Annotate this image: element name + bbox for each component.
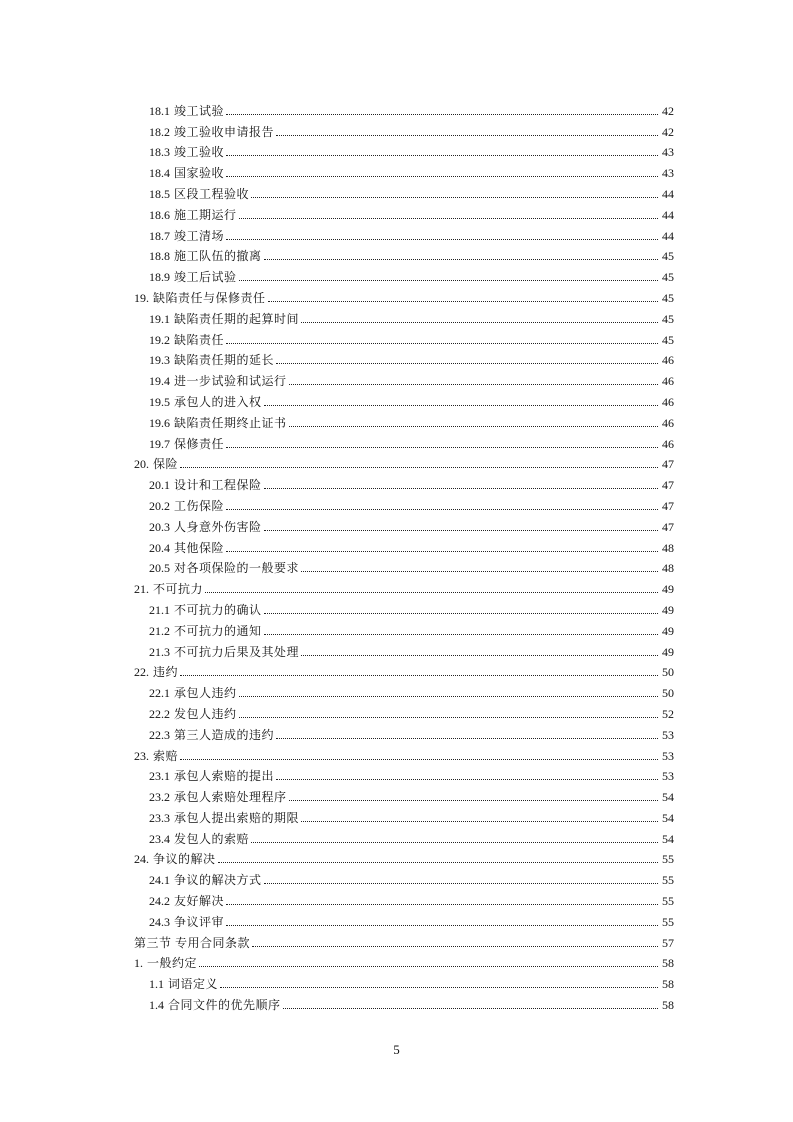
toc-entry-title: 施工队伍的撤离 bbox=[174, 249, 262, 264]
toc-entry-page: 58 bbox=[662, 956, 674, 971]
toc-entry-number: 22. bbox=[134, 665, 149, 680]
toc-entry-number: 21.1 bbox=[149, 602, 170, 617]
dot-leader bbox=[226, 155, 658, 156]
toc-entry-page: 43 bbox=[662, 166, 674, 181]
toc-entry-title: 违约 bbox=[153, 665, 179, 680]
toc-entry-title: 不可抗力的通知 bbox=[174, 623, 262, 638]
toc-entry-title: 不可抗力后果及其处理 bbox=[174, 644, 300, 659]
toc-entry-page: 47 bbox=[662, 519, 674, 534]
dot-leader bbox=[239, 696, 658, 697]
toc-entry-page: 47 bbox=[662, 457, 674, 472]
toc-entry-page: 57 bbox=[662, 935, 674, 950]
toc-entry-title: 缺陷责任期的起算时间 bbox=[174, 311, 300, 326]
dot-leader bbox=[226, 114, 658, 115]
toc-entry-page: 53 bbox=[662, 748, 674, 763]
dot-leader bbox=[239, 280, 658, 281]
toc-entry[interactable] bbox=[134, 492, 674, 513]
toc-entry-title: 人身意外伤害险 bbox=[174, 519, 262, 534]
toc-entry-page: 58 bbox=[662, 998, 674, 1013]
toc-entry-page: 58 bbox=[662, 977, 674, 992]
toc-entry-title: 竣工试验 bbox=[174, 103, 225, 118]
dot-leader bbox=[226, 925, 658, 926]
toc-entry-title: 缺陷责任与保修责任 bbox=[153, 290, 266, 305]
toc-entry[interactable] bbox=[134, 783, 674, 804]
toc-entry-title: 保险 bbox=[153, 457, 179, 472]
toc-entry-number: 18.5 bbox=[149, 186, 170, 201]
toc-entry-number: 18.2 bbox=[149, 124, 170, 139]
toc-entry-title: 缺陷责任期的延长 bbox=[174, 353, 275, 368]
dot-leader bbox=[226, 447, 658, 448]
toc-entry-page: 54 bbox=[662, 831, 674, 846]
toc-entry[interactable] bbox=[134, 159, 674, 180]
toc-entry-title: 合同文件的优先顺序 bbox=[168, 998, 281, 1013]
toc-entry-page: 54 bbox=[662, 790, 674, 805]
dot-leader bbox=[301, 821, 658, 822]
toc-entry[interactable] bbox=[134, 118, 674, 139]
toc-entry-page: 55 bbox=[662, 852, 674, 867]
toc-entry[interactable] bbox=[134, 991, 674, 1012]
toc-entry-number: 19.3 bbox=[149, 353, 170, 368]
toc-entry[interactable] bbox=[134, 700, 674, 721]
dot-leader bbox=[276, 738, 658, 739]
toc-entry[interactable] bbox=[134, 721, 674, 742]
toc-entry-page: 48 bbox=[662, 561, 674, 576]
dot-leader bbox=[289, 800, 658, 801]
toc-entry-title: 索赔 bbox=[153, 748, 179, 763]
toc-entry[interactable] bbox=[134, 367, 674, 388]
dot-leader bbox=[301, 655, 658, 656]
toc-entry-title: 区段工程验收 bbox=[174, 186, 250, 201]
toc-entry-number: 23.3 bbox=[149, 810, 170, 825]
dot-leader bbox=[226, 509, 658, 510]
dot-leader bbox=[239, 218, 658, 219]
dot-leader bbox=[289, 426, 658, 427]
toc-entry[interactable] bbox=[134, 347, 674, 368]
dot-leader bbox=[301, 322, 658, 323]
toc-entry[interactable] bbox=[134, 575, 674, 596]
toc-entry[interactable] bbox=[134, 139, 674, 160]
dot-leader bbox=[264, 613, 658, 614]
toc-entry-title: 竣工后试验 bbox=[174, 270, 237, 285]
toc-entry[interactable] bbox=[134, 409, 674, 430]
toc-entry-page: 49 bbox=[662, 623, 674, 638]
dot-leader bbox=[289, 384, 658, 385]
toc-entry-page: 42 bbox=[662, 103, 674, 118]
toc-entry-page: 46 bbox=[662, 374, 674, 389]
dot-leader bbox=[283, 1008, 658, 1009]
dot-leader bbox=[226, 239, 658, 240]
toc-entry[interactable] bbox=[134, 825, 674, 846]
dot-leader bbox=[239, 717, 658, 718]
dot-leader bbox=[226, 904, 658, 905]
toc-entry-page: 49 bbox=[662, 602, 674, 617]
toc-entry-page: 46 bbox=[662, 353, 674, 368]
toc-entry[interactable] bbox=[134, 430, 674, 451]
toc-entry[interactable] bbox=[134, 243, 674, 264]
toc-entry-page: 46 bbox=[662, 415, 674, 430]
toc-entry-number: 24. bbox=[134, 852, 149, 867]
toc-entry-number: 18.7 bbox=[149, 228, 170, 243]
toc-entry[interactable] bbox=[134, 742, 674, 763]
toc-entry-page: 49 bbox=[662, 644, 674, 659]
toc-entry[interactable] bbox=[134, 97, 674, 118]
toc-entry[interactable] bbox=[134, 326, 674, 347]
toc-entry-page: 54 bbox=[662, 810, 674, 825]
toc-entry[interactable] bbox=[134, 388, 674, 409]
toc-entry-number: 1.1 bbox=[149, 977, 164, 992]
toc-entry-number: 23.4 bbox=[149, 831, 170, 846]
toc-entry[interactable] bbox=[134, 804, 674, 825]
toc-entry-number: 20.3 bbox=[149, 519, 170, 534]
toc-entry[interactable] bbox=[134, 201, 674, 222]
toc-entry-title: 发包人违约 bbox=[174, 706, 237, 721]
dot-leader bbox=[180, 675, 658, 676]
toc-entry-number: 22.2 bbox=[149, 706, 170, 721]
toc-entry-number: 23. bbox=[134, 748, 149, 763]
toc-entry[interactable] bbox=[134, 534, 674, 555]
toc-entry-number: 1.4 bbox=[149, 998, 164, 1013]
table-of-contents bbox=[134, 97, 674, 1012]
toc-entry-title: 不可抗力的确认 bbox=[174, 602, 262, 617]
dot-leader bbox=[264, 883, 658, 884]
toc-entry-title: 词语定义 bbox=[168, 977, 219, 992]
toc-entry-number: 23.1 bbox=[149, 769, 170, 784]
dot-leader bbox=[251, 197, 658, 198]
toc-entry-title: 争议的解决方式 bbox=[174, 873, 262, 888]
toc-entry-page: 50 bbox=[662, 686, 674, 701]
toc-entry-number: 1. bbox=[134, 956, 143, 971]
toc-entry[interactable] bbox=[134, 180, 674, 201]
toc-entry-number: 20.1 bbox=[149, 478, 170, 493]
toc-entry-page: 44 bbox=[662, 186, 674, 201]
toc-entry-title: 其他保险 bbox=[174, 540, 225, 555]
toc-entry-page: 49 bbox=[662, 582, 674, 597]
toc-entry[interactable] bbox=[134, 679, 674, 700]
toc-entry-number: 18.8 bbox=[149, 249, 170, 264]
toc-entry-page: 45 bbox=[662, 290, 674, 305]
toc-entry[interactable] bbox=[134, 451, 674, 472]
toc-entry-page: 44 bbox=[662, 207, 674, 222]
toc-entry[interactable] bbox=[134, 284, 674, 305]
toc-entry-page: 55 bbox=[662, 894, 674, 909]
toc-entry-number: 22.1 bbox=[149, 686, 170, 701]
toc-entry[interactable] bbox=[134, 929, 674, 950]
toc-entry-title: 承包人索赔的提出 bbox=[174, 769, 275, 784]
toc-entry-number: 21.3 bbox=[149, 644, 170, 659]
toc-entry-number: 18.4 bbox=[149, 166, 170, 181]
toc-entry-title: 施工期运行 bbox=[174, 207, 237, 222]
toc-entry-title: 争议的解决 bbox=[153, 852, 216, 867]
toc-entry-title: 对各项保险的一般要求 bbox=[174, 561, 300, 576]
toc-entry-number: 20.4 bbox=[149, 540, 170, 555]
toc-entry-number: 21. bbox=[134, 582, 149, 597]
toc-entry-title: 缺陷责任期终止证书 bbox=[174, 415, 287, 430]
toc-entry-page: 53 bbox=[662, 727, 674, 742]
toc-entry-page: 47 bbox=[662, 498, 674, 513]
toc-entry-number: 20.2 bbox=[149, 498, 170, 513]
toc-entry-title: 不可抗力 bbox=[153, 582, 204, 597]
dot-leader bbox=[251, 842, 658, 843]
toc-entry-number: 20.5 bbox=[149, 561, 170, 576]
toc-entry-number: 19.4 bbox=[149, 374, 170, 389]
dot-leader bbox=[205, 592, 658, 593]
toc-entry-page: 47 bbox=[662, 478, 674, 493]
toc-entry-page: 55 bbox=[662, 873, 674, 888]
dot-leader bbox=[226, 176, 658, 177]
toc-entry[interactable] bbox=[134, 846, 674, 867]
toc-entry[interactable] bbox=[134, 222, 674, 243]
dot-leader bbox=[180, 759, 658, 760]
toc-entry-title: 承包人违约 bbox=[174, 686, 237, 701]
toc-entry[interactable] bbox=[134, 887, 674, 908]
dot-leader bbox=[264, 405, 658, 406]
toc-entry-number: 19.7 bbox=[149, 436, 170, 451]
toc-entry[interactable] bbox=[134, 263, 674, 284]
dot-leader bbox=[276, 779, 658, 780]
toc-entry[interactable] bbox=[134, 866, 674, 887]
toc-entry[interactable] bbox=[134, 305, 674, 326]
toc-entry[interactable] bbox=[134, 950, 674, 971]
dot-leader bbox=[301, 571, 658, 572]
toc-entry[interactable] bbox=[134, 617, 674, 638]
toc-entry-title: 竣工验收申请报告 bbox=[174, 124, 275, 139]
toc-entry-page: 44 bbox=[662, 228, 674, 243]
toc-entry[interactable] bbox=[134, 471, 674, 492]
toc-entry-page: 45 bbox=[662, 270, 674, 285]
dot-leader bbox=[264, 634, 658, 635]
toc-entry-title: 友好解决 bbox=[174, 894, 225, 909]
toc-entry-page: 46 bbox=[662, 394, 674, 409]
dot-leader bbox=[226, 343, 658, 344]
page-number: 5 bbox=[393, 1042, 400, 1057]
toc-entry-title: 争议评审 bbox=[174, 914, 225, 929]
toc-entry-title: 第三节 专用合同条款 bbox=[134, 935, 251, 950]
toc-entry-title: 缺陷责任 bbox=[174, 332, 225, 347]
toc-entry[interactable] bbox=[134, 763, 674, 784]
toc-entry-page: 45 bbox=[662, 332, 674, 347]
toc-entry-number: 22.3 bbox=[149, 727, 170, 742]
toc-list bbox=[134, 97, 674, 1012]
toc-entry-title: 工伤保险 bbox=[174, 498, 225, 513]
toc-entry-title: 竣工清场 bbox=[174, 228, 225, 243]
dot-leader bbox=[264, 259, 658, 260]
dot-leader bbox=[199, 966, 658, 967]
toc-entry[interactable] bbox=[134, 596, 674, 617]
toc-entry-number: 18.9 bbox=[149, 270, 170, 285]
toc-entry[interactable] bbox=[134, 659, 674, 680]
toc-entry-title: 竣工验收 bbox=[174, 145, 225, 160]
toc-entry-title: 承包人的进入权 bbox=[174, 394, 262, 409]
toc-entry-page: 45 bbox=[662, 249, 674, 264]
toc-entry-page: 52 bbox=[662, 706, 674, 721]
toc-entry-number: 24.1 bbox=[149, 873, 170, 888]
toc-entry-title: 保修责任 bbox=[174, 436, 225, 451]
toc-entry-number: 19. bbox=[134, 290, 149, 305]
toc-entry-title: 承包人提出索赔的期限 bbox=[174, 810, 300, 825]
toc-entry-title: 发包人的索赔 bbox=[174, 831, 250, 846]
toc-entry-title: 设计和工程保险 bbox=[174, 478, 262, 493]
dot-leader bbox=[220, 987, 658, 988]
toc-entry-title: 承包人索赔处理程序 bbox=[174, 790, 287, 805]
dot-leader bbox=[264, 488, 658, 489]
toc-entry-number: 19.6 bbox=[149, 415, 170, 430]
toc-entry-number: 18.1 bbox=[149, 103, 170, 118]
toc-entry-page: 53 bbox=[662, 769, 674, 784]
toc-entry-page: 46 bbox=[662, 436, 674, 451]
toc-entry-number: 19.5 bbox=[149, 394, 170, 409]
toc-entry[interactable] bbox=[134, 908, 674, 929]
toc-entry-title: 进一步试验和试运行 bbox=[174, 374, 287, 389]
toc-entry-title: 一般约定 bbox=[147, 956, 198, 971]
dot-leader bbox=[180, 467, 658, 468]
toc-entry-number: 24.2 bbox=[149, 894, 170, 909]
toc-entry-number: 19.1 bbox=[149, 311, 170, 326]
toc-entry-number: 18.3 bbox=[149, 145, 170, 160]
dot-leader bbox=[276, 363, 658, 364]
toc-entry-page: 50 bbox=[662, 665, 674, 680]
toc-entry[interactable] bbox=[134, 638, 674, 659]
dot-leader bbox=[276, 135, 658, 136]
toc-entry-number: 19.2 bbox=[149, 332, 170, 347]
toc-entry-number: 24.3 bbox=[149, 914, 170, 929]
toc-entry-number: 23.2 bbox=[149, 790, 170, 805]
toc-entry-page: 42 bbox=[662, 124, 674, 139]
dot-leader bbox=[226, 551, 658, 552]
toc-entry-number: 20. bbox=[134, 457, 149, 472]
toc-entry-title: 第三人造成的违约 bbox=[174, 727, 275, 742]
toc-entry-title: 国家验收 bbox=[174, 166, 225, 181]
dot-leader bbox=[264, 530, 658, 531]
toc-entry-page: 45 bbox=[662, 311, 674, 326]
toc-entry-number: 18.6 bbox=[149, 207, 170, 222]
toc-entry[interactable] bbox=[134, 970, 674, 991]
toc-entry-page: 55 bbox=[662, 914, 674, 929]
dot-leader bbox=[268, 301, 658, 302]
toc-entry-number: 21.2 bbox=[149, 623, 170, 638]
dot-leader bbox=[252, 946, 658, 947]
toc-entry[interactable] bbox=[134, 555, 674, 576]
toc-entry-page: 43 bbox=[662, 145, 674, 160]
toc-entry-page: 48 bbox=[662, 540, 674, 555]
dot-leader bbox=[218, 862, 658, 863]
toc-entry[interactable] bbox=[134, 513, 674, 534]
